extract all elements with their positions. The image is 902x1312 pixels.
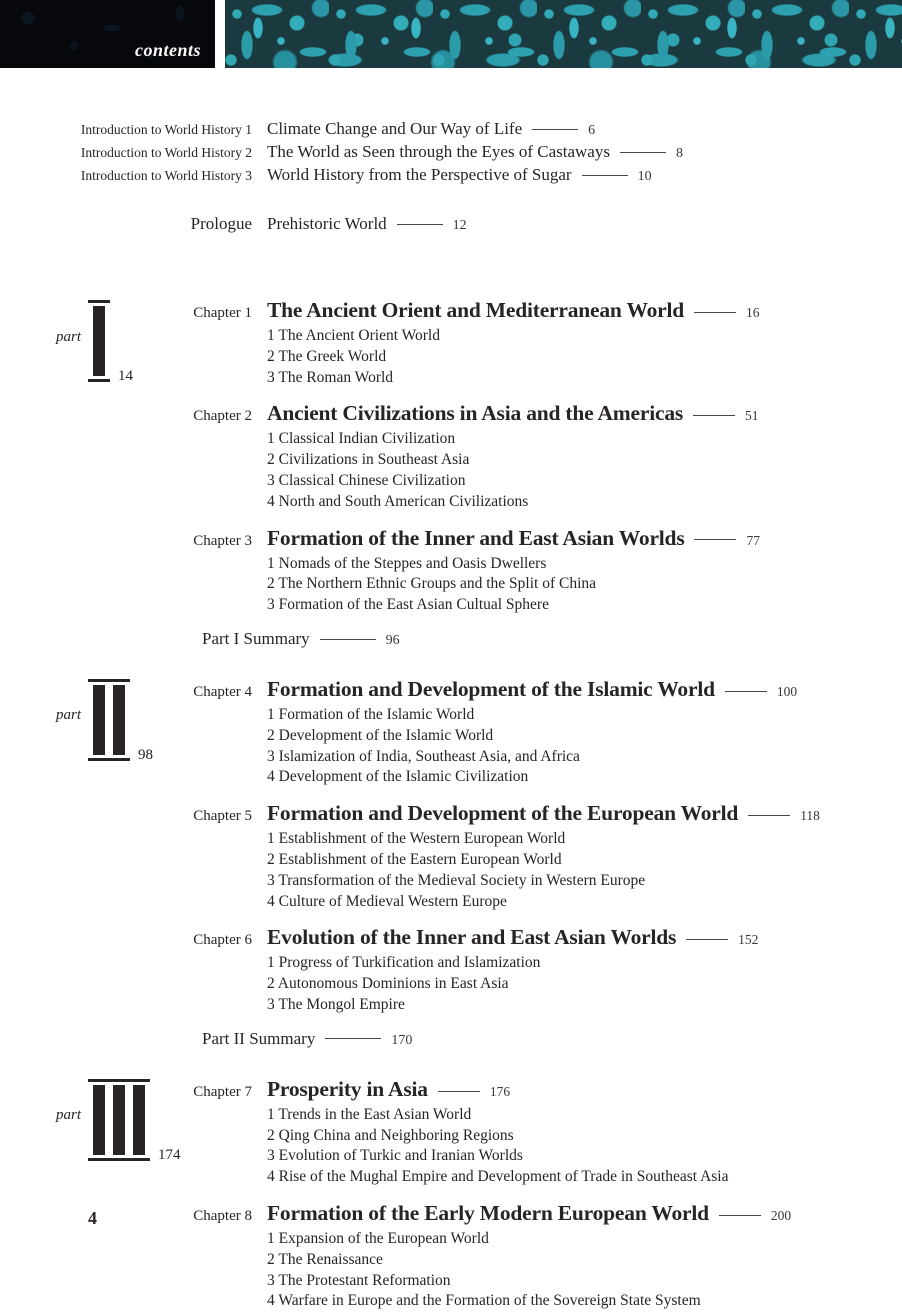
intro-title: World History from the Perspective of Sugar xyxy=(267,165,572,184)
chapter-head xyxy=(0,801,902,826)
intro-page: 10 xyxy=(637,169,652,184)
chapter-sections-row xyxy=(0,826,902,912)
chapter-label: Chapter 5 xyxy=(193,808,252,825)
part-page: 174 xyxy=(158,1146,181,1163)
section-item: 3 Formation of the East Asian Cultual Sphere xyxy=(267,596,549,614)
chapter-sections-row xyxy=(0,551,902,616)
numeral-stem xyxy=(93,306,105,376)
chapter-title-cell xyxy=(267,801,902,826)
section-item: 2 The Greek World xyxy=(267,347,387,365)
chapter-page: 51 xyxy=(745,408,759,424)
section-item: 2 Civilizations in Southeast Asia xyxy=(267,451,470,469)
parts-container xyxy=(0,298,902,1312)
section-item: 1 Expansion of the European World xyxy=(267,1229,489,1247)
chapter-title-cell xyxy=(267,1201,902,1226)
section-item: 3 Islamization of India, Southeast Asia, and Africa xyxy=(267,747,580,765)
chapter-title: Formation and Development of the European World xyxy=(267,801,739,826)
chapter-head xyxy=(0,401,902,426)
intro-row xyxy=(0,118,902,141)
chapter-page: 100 xyxy=(776,683,798,699)
part-numeral-I xyxy=(88,300,110,382)
chapter-page: 118 xyxy=(800,808,820,824)
chapter-sections-row xyxy=(0,950,902,1015)
numeral-stem xyxy=(113,685,125,755)
chapter-title: Evolution of the Inner and East Asian Worlds xyxy=(267,925,677,950)
folio-page-number: 4 xyxy=(88,1208,97,1228)
part-page: 14 xyxy=(118,368,134,384)
chapter-label: Chapter 6 xyxy=(193,932,252,949)
section-item: 1 Establishment of the Western European World xyxy=(267,830,566,848)
chapter-sections xyxy=(267,554,902,616)
chapter-label: Chapter 4 xyxy=(193,683,252,700)
section-item: 3 The Mongol Empire xyxy=(267,995,405,1013)
intro-title-cell xyxy=(267,164,902,187)
leader-dash xyxy=(694,312,736,313)
chapter-title-cell xyxy=(267,1077,902,1102)
leader-dash xyxy=(725,691,767,692)
part-summary-page: 170 xyxy=(391,1032,413,1048)
leader-dash xyxy=(693,415,735,416)
part-numeral-II xyxy=(88,679,130,761)
chapter-title: Formation of the Early Modern European World xyxy=(267,1200,709,1225)
page-header xyxy=(0,0,902,68)
leader-dash xyxy=(582,175,628,176)
part-summary-title: Part II Summary xyxy=(202,1028,316,1048)
section-item: 2 Establishment of the Eastern European World xyxy=(267,850,562,868)
chapter-block xyxy=(0,1201,902,1312)
chapter-title-cell xyxy=(267,925,902,950)
chapter-block xyxy=(0,801,902,912)
intro-title: Climate Change and Our Way of Life xyxy=(267,119,523,138)
chapter-block xyxy=(0,298,902,388)
prologue-label: Prologue xyxy=(190,214,252,233)
chapter-sections xyxy=(267,326,902,388)
intro-label: Introduction to World History 2 xyxy=(80,145,252,160)
section-item: 2 The Renaissance xyxy=(267,1250,383,1268)
contents-banner xyxy=(0,0,215,68)
chapter-title: Prosperity in Asia xyxy=(267,1076,428,1101)
leader-dash xyxy=(397,224,443,225)
section-item: 2 Development of the Islamic World xyxy=(267,726,494,744)
section-item: 3 Classical Chinese Civilization xyxy=(267,471,466,489)
leader-dash xyxy=(719,1215,761,1216)
chapter-page: 152 xyxy=(738,932,759,948)
section-item: 4 Development of the Islamic Civilization xyxy=(267,768,529,786)
numeral-stem xyxy=(133,1085,145,1155)
part-summary-page: 96 xyxy=(385,632,400,648)
prologue-title: Prehistoric World xyxy=(267,214,387,233)
intro-title: The World as Seen through the Eyes of Castaways xyxy=(267,142,610,161)
part-numeral-III xyxy=(88,1079,150,1161)
part-section xyxy=(0,1077,902,1312)
chapter-block xyxy=(0,925,902,1015)
chapter-sections-row xyxy=(0,1226,902,1312)
section-item: 2 Qing China and Neighboring Regions xyxy=(267,1126,514,1144)
prologue-title-cell xyxy=(267,214,902,234)
chapter-label: Chapter 3 xyxy=(193,532,252,549)
prologue-row xyxy=(0,214,902,234)
section-item: 3 Transformation of the Medieval Society in Western Europe xyxy=(267,871,646,889)
section-item: 3 The Roman World xyxy=(267,368,394,386)
part-summary xyxy=(202,1029,902,1049)
prologue-block xyxy=(0,214,902,234)
chapter-page: 176 xyxy=(489,1083,511,1099)
part-section xyxy=(0,298,902,649)
chapter-block xyxy=(0,526,902,616)
leader-dash xyxy=(438,1091,480,1092)
prologue-page: 12 xyxy=(452,218,467,233)
part-word: part xyxy=(56,1107,82,1124)
part-section xyxy=(0,677,902,1049)
part-marker xyxy=(56,300,133,382)
section-item: 1 Trends in the East Asian World xyxy=(267,1105,472,1123)
part-marker xyxy=(56,1079,181,1161)
leader-dash xyxy=(532,129,578,130)
part-word: part xyxy=(56,328,82,345)
intro-label: Introduction to World History 3 xyxy=(80,168,252,183)
chapter-page: 200 xyxy=(770,1207,792,1223)
section-item: 4 Warfare in Europe and the Formation of the Sovereign State System xyxy=(267,1292,701,1310)
chapter-head xyxy=(0,298,902,323)
chapter-title: Formation and Development of the Islamic World xyxy=(267,676,715,701)
intro-label: Introduction to World History 1 xyxy=(80,122,252,137)
chapter-title: Formation of the Inner and East Asian Worlds xyxy=(267,525,685,550)
section-item: 4 Rise of the Mughal Empire and Development of Trade in Southeast Asia xyxy=(267,1168,729,1186)
chapter-sections xyxy=(267,1229,902,1312)
part-word: part xyxy=(56,707,82,724)
intro-block xyxy=(0,118,902,187)
chapter-sections xyxy=(267,429,902,512)
chapter-title-cell xyxy=(267,677,902,702)
intro-page: 6 xyxy=(588,123,596,138)
toc-content xyxy=(0,118,902,1312)
leader-dash xyxy=(325,1038,381,1039)
chapter-sections xyxy=(267,829,902,912)
chapter-page: 16 xyxy=(746,305,760,320)
intro-row xyxy=(0,141,902,164)
intro-title-cell xyxy=(267,118,902,141)
intro-title-cell xyxy=(267,141,902,164)
numeral-stem xyxy=(113,1085,125,1155)
section-item: 1 Classical Indian Civilization xyxy=(267,430,456,448)
chapter-head xyxy=(0,925,902,950)
section-item: 1 Nomads of the Steppes and Oasis Dwellers xyxy=(267,554,547,572)
section-item: 3 The Protestant Reformation xyxy=(267,1271,451,1289)
chapter-sections xyxy=(267,953,902,1015)
section-item: 3 Evolution of Turkic and Iranian Worlds xyxy=(267,1147,523,1165)
leader-dash xyxy=(320,639,376,640)
numeral-stem xyxy=(93,685,105,755)
leader-dash xyxy=(686,939,728,940)
intro-row xyxy=(0,164,902,187)
chapter-head xyxy=(0,526,902,551)
chapter-sections-row xyxy=(0,323,902,388)
chapter-label: Chapter 2 xyxy=(193,408,252,425)
chapter-title-cell xyxy=(267,401,902,426)
chapter-block xyxy=(0,401,902,512)
chapter-sections xyxy=(267,705,902,788)
chapter-page: 77 xyxy=(746,532,760,548)
chapter-sections xyxy=(267,1105,902,1188)
section-item: 2 The Northern Ethnic Groups and the Split of China xyxy=(267,575,597,593)
chapter-label: Chapter 8 xyxy=(193,1207,252,1224)
section-item: 4 North and South American Civilizations xyxy=(267,492,529,510)
leader-dash xyxy=(620,152,666,153)
banner-gap xyxy=(215,0,225,68)
chapter-title: The Ancient Orient and Mediterranean World xyxy=(267,298,685,322)
section-item: 2 Autonomous Dominions in East Asia xyxy=(267,975,509,993)
chapter-label: Chapter 7 xyxy=(193,1083,252,1100)
leader-dash xyxy=(694,539,736,540)
chapter-head xyxy=(0,1201,902,1226)
section-item: 1 Progress of Turkification and Islamization xyxy=(267,954,541,972)
section-item: 1 The Ancient Orient World xyxy=(267,327,440,344)
section-item: 4 Culture of Medieval Western Europe xyxy=(267,892,507,910)
numeral-stem xyxy=(93,1085,105,1155)
chapter-title: Ancient Civilizations in Asia and the Americas xyxy=(267,401,684,426)
contents-title: contents xyxy=(134,40,201,60)
part-summary-title: Part I Summary xyxy=(202,628,310,648)
floral-pattern-banner xyxy=(225,0,902,68)
part-summary xyxy=(202,629,902,649)
intro-page: 8 xyxy=(675,146,683,161)
chapter-title-cell xyxy=(267,526,902,551)
chapter-sections-row xyxy=(0,426,902,512)
part-marker xyxy=(56,679,153,761)
leader-dash xyxy=(748,815,790,816)
chapter-title-cell xyxy=(267,298,902,323)
chapter-label: Chapter 1 xyxy=(193,305,252,321)
part-page: 98 xyxy=(138,746,154,763)
section-item: 1 Formation of the Islamic World xyxy=(267,705,475,723)
